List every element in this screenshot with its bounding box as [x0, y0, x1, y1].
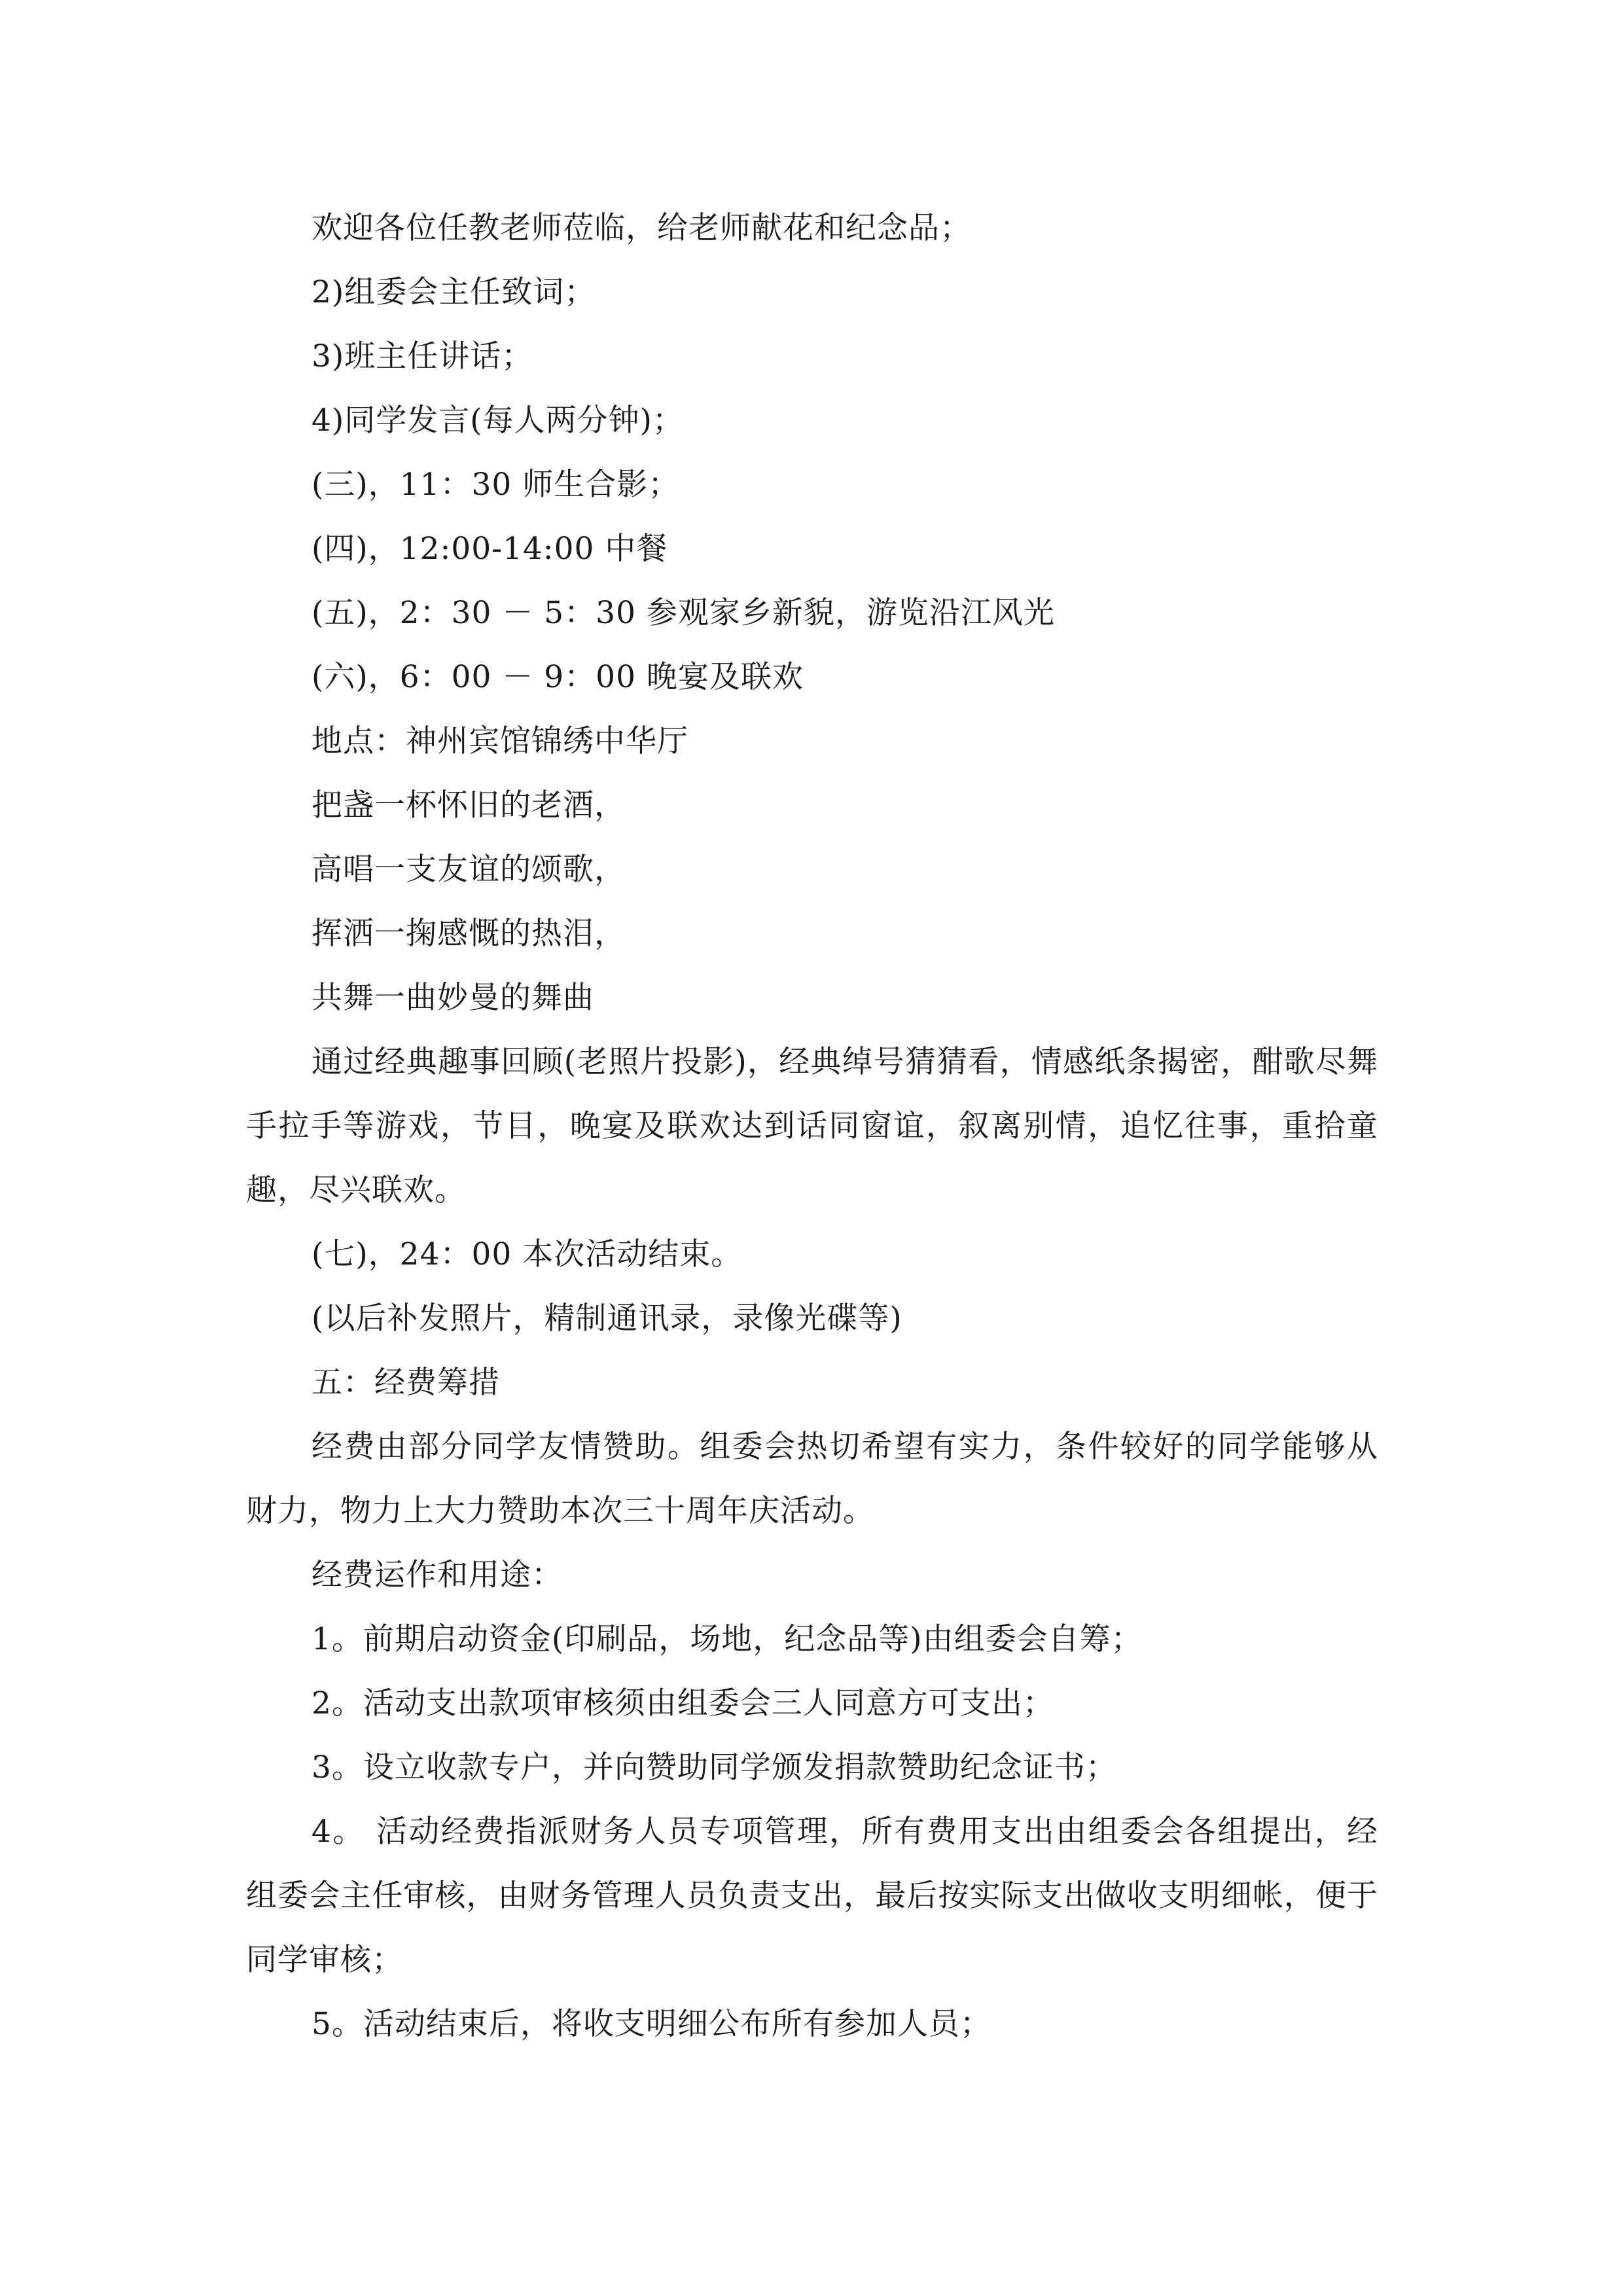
activities-paragraph: 通过经典趣事回顾(老照片投影)，经典绰号猜猜看，情感纸条揭密，酣歌尽舞手拉手等游戏，节目，晚宴及联欢达到话同窗谊，叙离别情，追忆往事，重拾童趣，尽兴联欢。 [246, 1044, 1378, 1208]
schedule-item-3: (三)，11：30 师生合影； [312, 467, 680, 503]
agenda-item-3: 3)班主任讲话； [312, 338, 533, 374]
poem-line-3: 挥洒一掬感慨的热泪， [312, 916, 626, 952]
schedule-item-4: (四)，12:00-14:00 中餐 [312, 531, 668, 567]
poem-line-1: 把盏一杯怀旧的老酒， [312, 787, 626, 823]
venue-line: 地点：神州宾馆锦绣中华厅 [312, 723, 688, 759]
poem-line-4: 共舞一曲妙曼的舞曲 [312, 980, 594, 1016]
funding-item-2: 2。活动支出款项审核须由组委会三人同意方可支出； [312, 1685, 1054, 1721]
poem-line-2: 高唱一支友谊的颂歌， [312, 852, 626, 888]
funding-item-3: 3。设立收款专户，并向赞助同学颁发捐款赞助纪念证书； [312, 1749, 1117, 1785]
funding-usage-title: 经费运作和用途： [312, 1557, 563, 1593]
funding-section-title: 五：经费筹措 [312, 1365, 500, 1401]
welcome-line: 欢迎各位任教老师莅临，给老师献花和纪念品； [312, 210, 971, 246]
schedule-item-7: (七)，24：00 本次活动结束。 [312, 1236, 743, 1272]
agenda-item-2: 2)组委会主任致词； [312, 274, 596, 310]
funding-paragraph: 经费由部分同学友情赞助。组委会热切希望有实力，条件较好的同学能够从财力，物力上大力赞助本次三十周年庆活动。 [246, 1429, 1378, 1529]
agenda-item-4: 4)同学发言(每人两分钟)； [312, 403, 684, 439]
followup-line: (以后补发照片，精制通讯录，录像光碟等) [312, 1300, 902, 1336]
funding-item-1: 1。前期启动资金(印刷品，场地，纪念品等)由组委会自筹； [312, 1621, 1143, 1657]
schedule-item-6: (六)，6：00 － 9：00 晚宴及联欢 [312, 659, 804, 695]
document-body [246, 196, 1378, 2056]
schedule-item-5: (五)，2：30 － 5：30 参观家乡新貌，游览沿江风光 [312, 595, 1055, 631]
funding-item-4: 4。 活动经费指派财务人员专项管理，所有费用支出由组委会各组提出，经组委会主任审核，由财务管理人员负责支出，最后按实际支出做收支明细帐，便于同学审核； [246, 1814, 1378, 1978]
funding-item-5: 5。活动结束后，将收支明细公布所有参加人员； [312, 2006, 991, 2042]
